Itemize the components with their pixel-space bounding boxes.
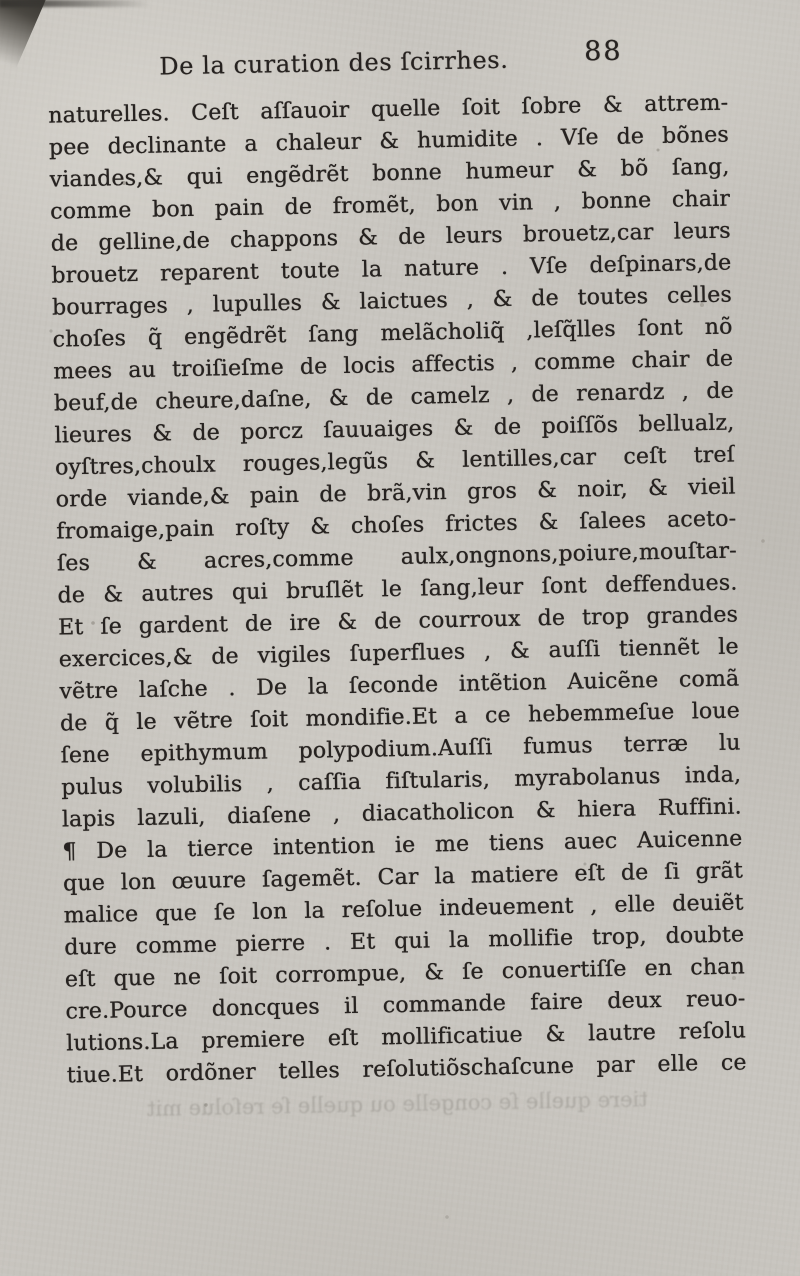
paper-specks	[0, 0, 2, 2]
text-line: choſes q̃ engẽdrẽt ſang melãcholiq̃ ,leſq̃lles ſont nõ	[52, 314, 733, 353]
text-line: de & autres qui bruſlẽt le ſang,leur ſont deffendues.	[57, 570, 738, 609]
text-line: oyſtres,choulx rouges,legũs & lentilles,car ceſt treſ	[54, 442, 736, 481]
page-number: 88	[583, 35, 623, 68]
text-line: lutions.La premiere eſt mollificatiue & lautre reſolu	[65, 1018, 747, 1057]
show-through-text: tiere quelle ſe congelle ou quelle ſe reſolue mit	[146, 1087, 648, 1121]
text-line: exercices,& de vigiles ſuperflues , & auſſi tiennẽt le	[58, 634, 739, 673]
text-line: de q̃ le vẽtre ſoit mondifie.Et a ce hebemmeſue loue	[59, 698, 741, 737]
text-line: lapis lazuli, diaſene , diacatholicon & hiera Ruffini.	[61, 794, 742, 833]
text-line: fromaige,pain roſty & choſes frictes & ſalees aceto-	[56, 506, 737, 545]
text-line: bourrages , lupulles & laictues , & de toutes celles	[51, 282, 733, 321]
text-line: ſene epithymum polypodium.Auſſi fumus terræ lu	[60, 730, 741, 769]
text-line: que lon œuure ſagemẽt. Car la matiere eſt de ſi grãt	[62, 858, 744, 897]
body-text	[48, 88, 747, 1093]
text-line: vẽtre laſche . De la ſeconde intẽtion Auicẽne comã	[59, 666, 740, 705]
page-content	[47, 35, 747, 1121]
text-line: Et ſe gardent de ire & de courroux de trop grandes	[57, 602, 739, 641]
text-line: mees au troiſieſme de locis affectis , comme chair de	[52, 346, 734, 385]
text-line: brouetz reparent toute la nature . Vſe deſpinars,de	[51, 250, 732, 289]
text-line: cre.Pource doncques il commande faire deux reuo-	[65, 986, 746, 1025]
text-line: pee declinante a chaleur & humidite . Vſe de bõnes	[48, 122, 730, 161]
top-edge-shadow	[0, 0, 150, 7]
text-line: viandes,& qui engẽdrẽt bonne humeur & bõ ſang,	[49, 154, 730, 193]
text-line: ¶ De la tierce intention ie me tiens auec Auicenne	[62, 826, 743, 865]
text-line: malice que ſe lon la reſolue indeuement , elle deuiẽt	[63, 890, 744, 929]
text-line: de gelline,de chappons & de leurs brouetz,car leurs	[50, 218, 731, 257]
text-line: pulus volubilis , caſſia fiſtularis, myrabolanus inda,	[60, 762, 742, 801]
text-line: ſes & acres,comme aulx,ongnons,poiure,mouſtar-	[56, 538, 738, 577]
text-line: eſt que ne ſoit corrompue, & ſe conuertiſſe en chan	[64, 954, 746, 993]
text-line: naturelles. Ceſt aſſauoir quelle ſoit ſobre & attrem-	[48, 90, 729, 129]
page-corner-stain	[0, 0, 47, 112]
text-line: lieures & de porcz ſauuaiges & de poiſſõs bellualz,	[54, 410, 735, 449]
text-line: beuf,de cheure,daſne, & de camelz , de renardz , de	[53, 378, 734, 417]
text-line: tiue.Et ordõner telles reſolutiõschaſcune par elle ce	[66, 1050, 747, 1089]
text-line: comme bon pain de fromẽt, bon vin , bonne chair	[49, 186, 731, 225]
text-line: orde viande,& pain de brã,vin gros & noir, & vieil	[55, 474, 736, 513]
running-title: De la curation des ſcirrhes.	[159, 45, 509, 81]
text-line: dure comme pierre . Et qui la mollifie trop, doubte	[64, 922, 745, 961]
